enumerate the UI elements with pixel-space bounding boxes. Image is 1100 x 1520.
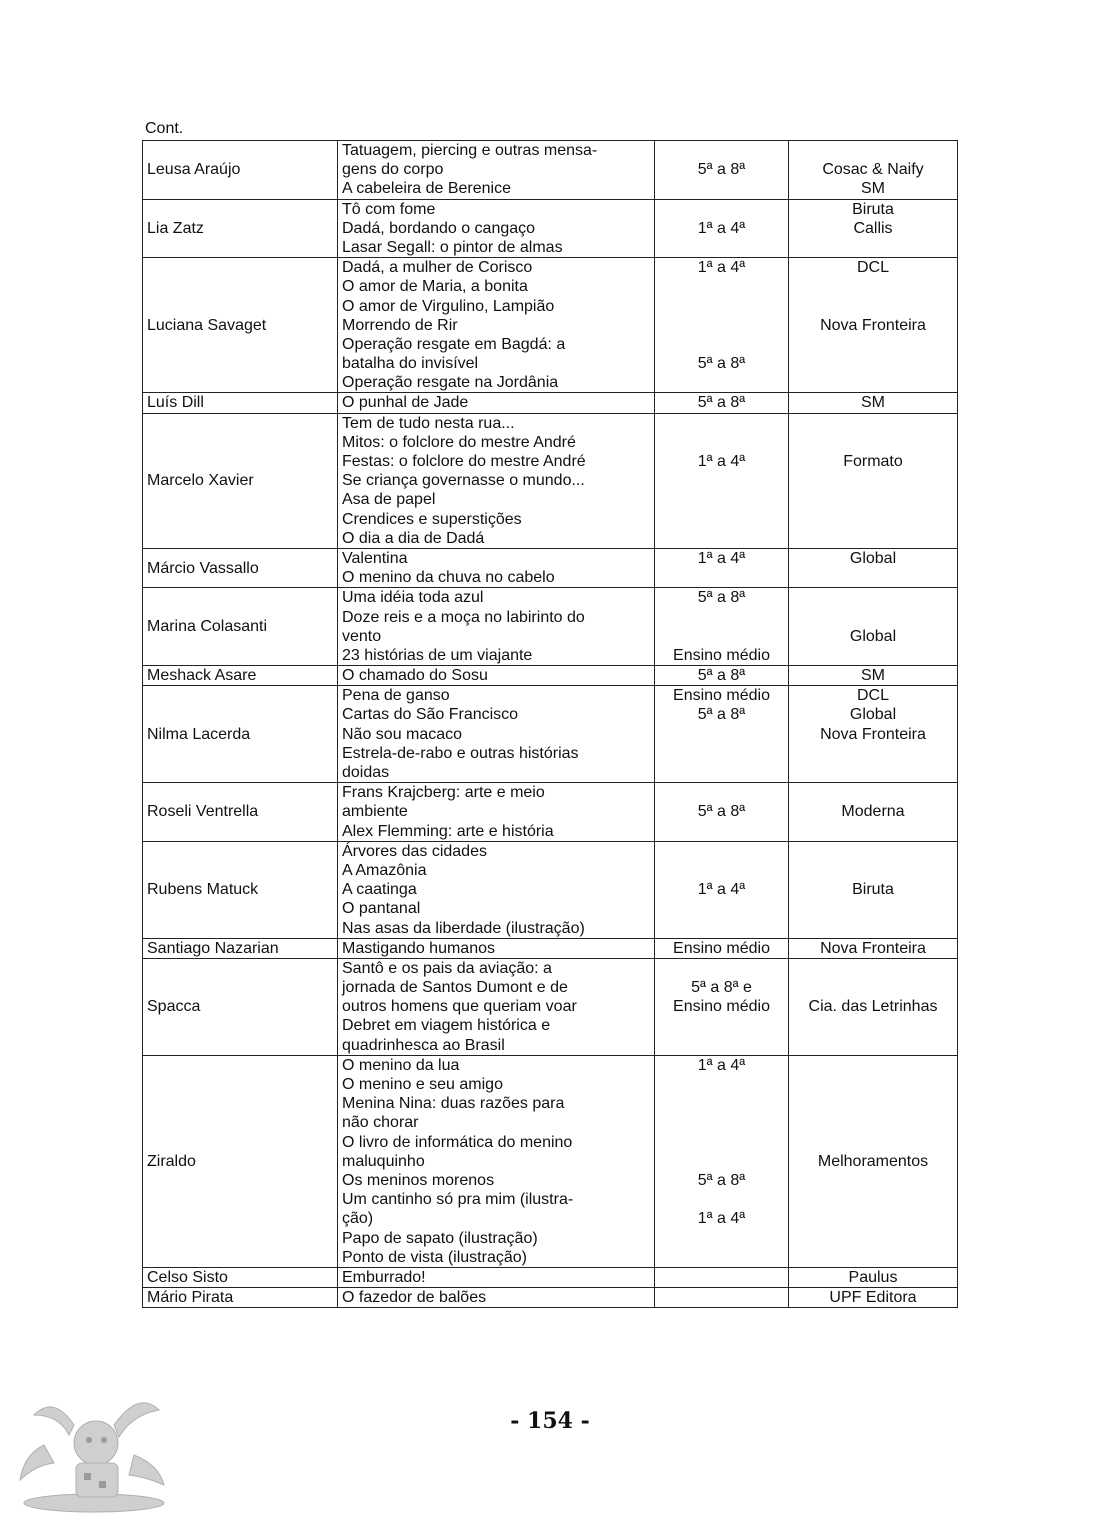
publisher-line [793,1113,953,1132]
publisher-line [793,1133,953,1152]
publisher-line: Cosac & Naify [822,161,924,179]
publisher-line: DCL [856,259,889,277]
publisher-line: Global [849,627,897,645]
publisher-line: Global [849,706,897,724]
title-line: Dadá, bordando o cangaço [342,219,536,237]
title-line: Papo de sapato (ilustração) [342,1229,538,1247]
title-line: Dadá, a mulher de Corisco [342,259,533,277]
grade-line [659,919,784,938]
publisher-line [793,1036,953,1055]
title-line: Valentina [342,549,408,567]
title-line: Festas: o folclore do mestre André [342,453,586,471]
table-row [143,413,958,548]
grade-line: 5ª a 8ª [697,706,746,724]
title-line: Ponto de vista (ilustração) [342,1248,527,1266]
title-line: Não sou macaco [342,725,463,743]
grade-line [659,471,784,490]
title-line: Emburrado! [342,1268,426,1286]
grade-cell [655,938,789,958]
publisher-cell [789,413,958,548]
grade-line [659,510,784,529]
publisher-line [793,373,953,392]
grade-line [659,763,784,782]
grade-line: 1ª a 4ª [697,881,746,899]
grade-line: 5ª a 8ª [697,803,746,821]
author-cell: Márcio Vassallo [143,548,338,587]
title-cell [338,783,655,842]
publisher-line [793,1171,953,1190]
grade-line [659,297,784,316]
title-line: quadrinhesca ao Brasil [342,1036,505,1054]
grade-line [659,1190,784,1209]
publisher-cell [789,1055,958,1267]
publisher-cell [789,1267,958,1287]
publisher-cell [789,393,958,413]
title-cell [338,141,655,200]
publisher-cell [789,1288,958,1308]
publisher-line [793,335,953,354]
author-cell: Santiago Nazarian [143,938,338,958]
grade-line [659,744,784,763]
grade-line [659,1268,784,1287]
author-cell: Marcelo Xavier [143,413,338,548]
publisher-line [793,414,953,433]
publisher-line: SM [861,180,885,198]
publisher-line [793,646,953,665]
publisher-line [793,471,953,490]
title-line: Estrela-de-rabo e outras histórias [342,744,579,762]
title-line: vento [342,627,382,645]
publisher-line: Biruta [852,881,894,899]
publisher-line [793,919,953,938]
author-cell: Roseli Ventrella [143,783,338,842]
table-row [143,841,958,938]
title-line: Mastigando humanos [342,939,495,957]
grade-line [659,1094,784,1113]
author-cell: Spacca [143,958,338,1055]
grade-line [659,627,784,646]
publisher-line [793,433,953,452]
grade-cell [655,1267,789,1287]
publisher-line: Melhoramentos [817,1152,929,1170]
table-row [143,588,958,666]
title-cell [338,1267,655,1287]
publisher-line: Formato [843,453,903,471]
publisher-line [793,1248,953,1267]
grade-line [659,490,784,509]
title-line: Tatuagem, piercing e outras mensa- [342,142,598,159]
grade-line [659,1113,784,1132]
publisher-line: Cia. das Letrinhas [808,998,938,1016]
title-cell [338,938,655,958]
table-row [143,141,958,200]
grade-line [659,1288,784,1307]
title-line: A cabeleira de Berenice [342,180,511,198]
publisher-cell [789,548,958,587]
author-cell: Lia Zatz [143,199,338,258]
author-cell: Rubens Matuck [143,841,338,938]
title-line: O dia a dia de Dadá [342,529,485,547]
grade-line [659,200,784,219]
table-row [143,783,958,842]
title-cell [338,548,655,587]
title-line: Doze reis e a moça no labirinto do [342,608,585,626]
grade-line [659,783,784,802]
title-line: Cartas do São Francisco [342,706,519,724]
grade-cell [655,783,789,842]
mascot-illustration [14,1385,174,1515]
grade-cell [655,666,789,686]
title-cell [338,199,655,258]
table-row [143,258,958,393]
publisher-line: Global [849,549,897,567]
grade-cell [655,686,789,783]
title-line: O menino da lua [342,1056,460,1074]
grade-line: Ensino médio [673,646,770,664]
publisher-line [793,354,953,373]
table-row [143,1288,958,1308]
title-line: ção) [342,1210,374,1228]
grade-line [659,414,784,433]
title-line: Frans Krajcberg: arte e meio [342,784,545,802]
publisher-line [793,822,953,841]
author-cell: Leusa Araújo [143,141,338,200]
title-line: Um cantinho só pra mim (ilustra- [342,1191,574,1209]
grade-cell [655,958,789,1055]
publisher-line [793,490,953,509]
table-row [143,666,958,686]
publisher-line: Paulus [848,1268,898,1286]
author-cell: Luís Dill [143,393,338,413]
grade-line [659,899,784,918]
grade-line [659,179,784,198]
publisher-line [793,783,953,802]
title-line: outros homens que queriam voar [342,998,577,1016]
author-cell: Nilma Lacerda [143,686,338,783]
author-cell: Celso Sisto [143,1267,338,1287]
grade-line: Ensino médio [673,687,770,705]
publisher-line [793,608,953,627]
publisher-line [793,529,953,548]
continuation-label: Cont. [145,120,184,137]
title-line: Asa de papel [342,491,436,509]
grade-line: 5ª a 8ª [697,355,746,373]
publisher-line: Nova Fronteira [820,725,926,743]
grade-line: 5ª a 8ª e [691,979,752,997]
title-line: ambiente [342,803,408,821]
grade-line [659,277,784,296]
grade-line [659,861,784,880]
grade-line: 1ª a 4ª [697,259,746,277]
publisher-line [793,588,953,607]
title-line: Tem de tudo nesta rua... [342,414,515,432]
author-cell: Luciana Savaget [143,258,338,393]
publisher-line: SM [861,394,885,412]
publisher-line [793,1056,953,1075]
publisher-line [793,1016,953,1035]
table-row [143,958,958,1055]
grade-line [659,238,784,257]
title-cell [338,1055,655,1267]
publisher-cell [789,666,958,686]
title-line: Menina Nina: duas razões para [342,1095,565,1113]
table-row [143,199,958,258]
title-line: O amor de Virgulino, Lampião [342,297,555,315]
publisher-cell [789,199,958,258]
table-row [143,938,958,958]
title-cell [338,413,655,548]
author-cell: Mário Pirata [143,1288,338,1308]
author-cell: Marina Colasanti [143,588,338,666]
title-cell [338,686,655,783]
title-line: O chamado do Sosu [342,667,488,685]
grade-line: 5ª a 8ª [697,667,746,685]
publisher-cell [789,783,958,842]
grade-line [659,822,784,841]
title-line: O punhal de Jade [342,394,469,412]
grade-line [659,568,784,587]
publisher-line: Moderna [841,803,905,821]
publisher-line [793,277,953,296]
title-line: Crendices e superstições [342,510,522,528]
title-cell [338,258,655,393]
title-line: batalha do invisível [342,355,479,373]
author-cell: Meshack Asare [143,666,338,686]
title-line: gens do corpo [342,161,444,179]
title-line: Mitos: o folclore do mestre André [342,433,576,451]
title-line: O livro de informática do menino [342,1133,573,1151]
publisher-line: Nova Fronteira [820,939,926,957]
title-line: O amor de Maria, a bonita [342,278,528,296]
grade-cell [655,393,789,413]
publisher-line: DCL [856,687,889,705]
grade-line [659,842,784,861]
grade-line [659,529,784,548]
grade-line [659,959,784,978]
publisher-line: Callis [853,219,893,237]
title-line: maluquinho [342,1152,425,1170]
title-line: Lasar Segall: o pintor de almas [342,238,563,256]
title-line: não chorar [342,1114,419,1132]
publisher-line [793,297,953,316]
publisher-line: UPF Editora [829,1289,917,1307]
title-cell [338,588,655,666]
publisher-line [793,899,953,918]
grade-cell [655,588,789,666]
grade-line [659,373,784,392]
grade-cell [655,141,789,200]
title-line: O pantanal [342,900,421,918]
publisher-line [793,1190,953,1209]
title-line: jornada de Santos Dumont e de [342,979,568,997]
grade-cell [655,548,789,587]
title-line: Operação resgate em Bagdá: a [342,335,566,353]
table-row [143,686,958,783]
table-row [143,393,958,413]
author-cell: Ziraldo [143,1055,338,1267]
publisher-line [793,978,953,997]
grade-line: 1ª a 4ª [697,453,746,471]
title-cell [338,1288,655,1308]
grade-line: 1ª a 4ª [697,1056,746,1074]
grade-line: Ensino médio [673,998,770,1016]
publisher-line [793,1209,953,1228]
publisher-cell [789,841,958,938]
grade-line [659,335,784,354]
page-number: - 154 - [510,1408,590,1434]
publisher-cell [789,258,958,393]
title-line: Nas asas da liberdade (ilustração) [342,919,585,937]
table-row [143,548,958,587]
grade-line [659,725,784,744]
grade-cell [655,413,789,548]
title-line: A Amazônia [342,861,427,879]
catalog-table-body [143,141,958,1308]
title-line: Alex Flemming: arte e história [342,822,554,840]
grade-line: 5ª a 8ª [697,161,746,179]
grade-line [659,1016,784,1035]
grade-line [659,433,784,452]
publisher-line [793,861,953,880]
grade-line: 5ª a 8ª [697,394,746,412]
grade-line: 1ª a 4ª [697,549,746,567]
grade-cell [655,1288,789,1308]
grade-cell [655,1055,789,1267]
title-cell [338,393,655,413]
publisher-line [793,1229,953,1248]
title-line: Santô e os pais da aviação: a [342,959,552,977]
publisher-cell [789,686,958,783]
title-line: Os meninos morenos [342,1171,495,1189]
publisher-cell [789,938,958,958]
title-cell [338,841,655,938]
grade-line: 5ª a 8ª [697,589,746,607]
title-line: 23 histórias de um viajante [342,646,533,664]
grade-line: 1ª a 4ª [697,219,746,237]
title-line: Tô com fome [342,200,436,218]
grade-line [659,1152,784,1171]
title-line: Debret em viagem histórica e [342,1017,551,1035]
publisher-line [793,842,953,861]
grade-line [659,1133,784,1152]
publisher-cell [789,958,958,1055]
grade-line [659,1248,784,1267]
publisher-cell [789,588,958,666]
grade-line [659,608,784,627]
table-row [143,1267,958,1287]
publisher-line [793,510,953,529]
title-line: Árvores das cidades [342,842,487,860]
title-line: O fazedor de balões [342,1289,487,1307]
title-line: Operação resgate na Jordânia [342,374,559,392]
title-line: Pena de ganso [342,687,450,705]
title-line: O menino e seu amigo [342,1076,503,1094]
publisher-line [793,763,953,782]
title-line: Se criança governasse o mundo... [342,472,585,490]
grade-line: 5ª a 8ª [697,1171,746,1189]
table-row [143,1055,958,1267]
title-cell [338,666,655,686]
title-line: A caatinga [342,881,417,899]
grade-line [659,141,784,160]
grade-line: Ensino médio [673,939,770,957]
grade-line: 1ª a 4ª [697,1210,746,1228]
publisher-line: Nova Fronteira [820,316,926,334]
publisher-line [793,238,953,257]
grade-cell [655,258,789,393]
publisher-line [793,1094,953,1113]
publisher-line [793,959,953,978]
publisher-cell [789,141,958,200]
title-line: Morrendo de Rir [342,316,458,334]
publisher-line [793,568,953,587]
grade-line [659,1036,784,1055]
publisher-line [793,744,953,763]
grade-line [659,1075,784,1094]
publisher-line [793,1075,953,1094]
title-cell [338,958,655,1055]
grade-cell [655,841,789,938]
grade-cell [655,199,789,258]
catalog-table [142,140,958,1308]
publisher-line: SM [861,667,885,685]
publisher-line [793,141,953,160]
grade-line [659,316,784,335]
publisher-line: Biruta [852,200,894,218]
title-line: doidas [342,764,390,782]
title-line: O menino da chuva no cabelo [342,569,555,587]
title-line: Uma idéia toda azul [342,589,484,607]
grade-line [659,1229,784,1248]
